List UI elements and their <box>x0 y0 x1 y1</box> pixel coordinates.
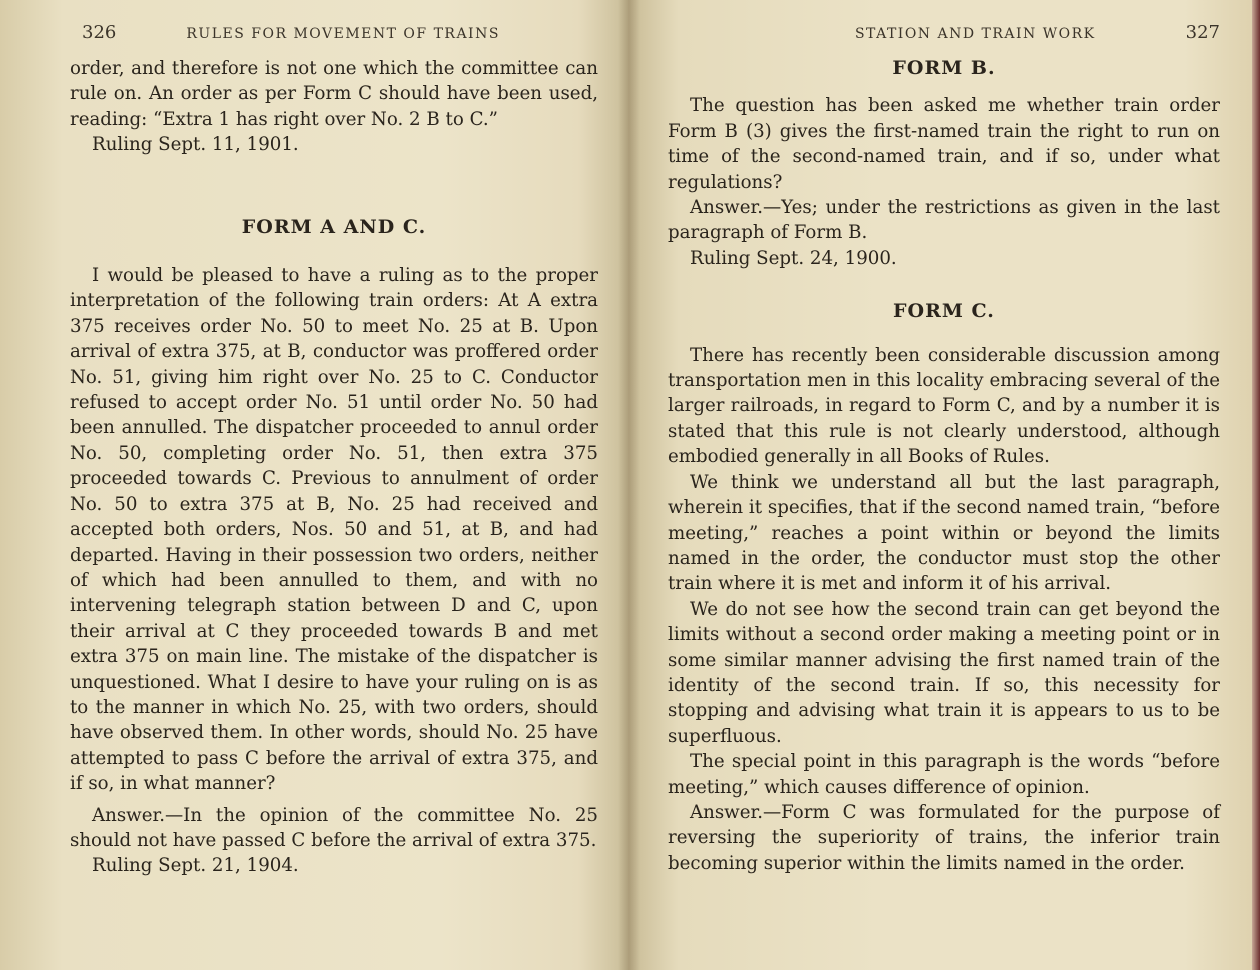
form-b-answer: Answer.—Yes; under the restrictions as given in the last paragraph of Form B. <box>668 197 1220 244</box>
right-page <box>628 0 1260 970</box>
form-a-c-answer: Answer.—In the opinion of the committee No. 25 should not have passed C before the arrival of extra 375. <box>70 804 598 851</box>
form-b-heading: FORM B. <box>892 57 996 79</box>
right-running-head <box>668 22 1220 56</box>
right-running-title: STATION AND TRAIN WORK <box>854 26 1096 42</box>
book-edge-right <box>1252 0 1260 970</box>
left-page-number: 326 <box>82 22 117 43</box>
form-c-paragraph: There has recently been considerable discussion among transportation men in this locality embracing several of the larger railroads, in regard to Form C, and by a number it is stated that this rule is not clearly understood, although embodied generally in all Books of Rules. <box>668 344 1220 468</box>
form-a-c-question: I would be pleased to have a ruling as to the proper interpretation of the following train orders: At A extra 375 receives order No. 50 to meet No. 25 at B. Upon arrival of extra 375, at B, conductor was proffered order No. 51, giving him right over No. 25 to C. Conductor refused to accept order No. 51 until order No. 50 had been annulled. The dispatcher proceeded to annul order No. 50, completing order No. 51, then extra 375 proceeded towards C. Previous to annulment of order No. 50 to extra 375 at B, No. 25 had received and accepted both orders, Nos. 50 and 51, at B, and had departed. Having in their possession two orders, neither of which had been annulled to them, and with no intervening telegraph station between D and C, upon their arrival at C they proceeded towards B and met extra 375 on main line. The mistake of the dispatcher is unquestioned. What I desire to have your ruling on is as to the manner in which No. 25, with two orders, should have observed them. In other words, should No. 25 have attempted to pass C before the arrival of extra 375, and if so, in what manner? <box>70 265 598 795</box>
right-page-text <box>668 56 1220 876</box>
book-gutter <box>618 0 640 970</box>
intro-paragraph: order, and therefore is not one which the committee can rule on. An order as per Form C should have been used, reading: “Extra 1 has right over No. 2 B to C.” <box>70 58 598 130</box>
form-b-ruling: Ruling Sept. 24, 1900. <box>690 247 897 269</box>
left-running-head <box>70 22 598 56</box>
form-a-c-ruling: Ruling Sept. 21, 1904. <box>92 855 299 877</box>
left-running-title: RULES FOR MOVEMENT OF TRAINS <box>186 26 500 42</box>
form-c-paragraph: We think we understand all but the last paragraph, wherein it specifies, that if the second named train, “before meeting,” reaches a point within or beyond the limits named in the order, the conductor must stop the other train where it is met and inform it of his arrival. <box>668 471 1220 595</box>
intro-ruling: Ruling Sept. 11, 1901. <box>92 134 299 156</box>
left-page-text <box>70 56 598 879</box>
form-c-answer: Answer.—Form C was formulated for the purpose of reversing the superiority of trains, the inferior train becoming superior within the limits named in the order. <box>668 801 1220 874</box>
right-page-number: 327 <box>1185 22 1220 43</box>
form-a-and-c-heading: FORM A AND C. <box>241 215 427 238</box>
form-c-paragraph: We do not see how the second train can get beyond the limits without a second order making a meeting point or in some similar manner advising the first named train of the identity of the second train. If so, this necessity for stopping and advising what train it is appears to us to be superfluous. <box>668 598 1220 747</box>
left-page <box>0 0 628 970</box>
form-b-question: The question has been asked me whether train order Form B (3) gives the first-named train the right to run on time of the second-named train, and if so, under what regulations? <box>668 95 1220 193</box>
form-c-paragraph: The special point in this paragraph is the words “before meeting,” which causes difference of opinion. <box>668 751 1220 798</box>
form-c-heading: FORM C. <box>893 300 995 323</box>
